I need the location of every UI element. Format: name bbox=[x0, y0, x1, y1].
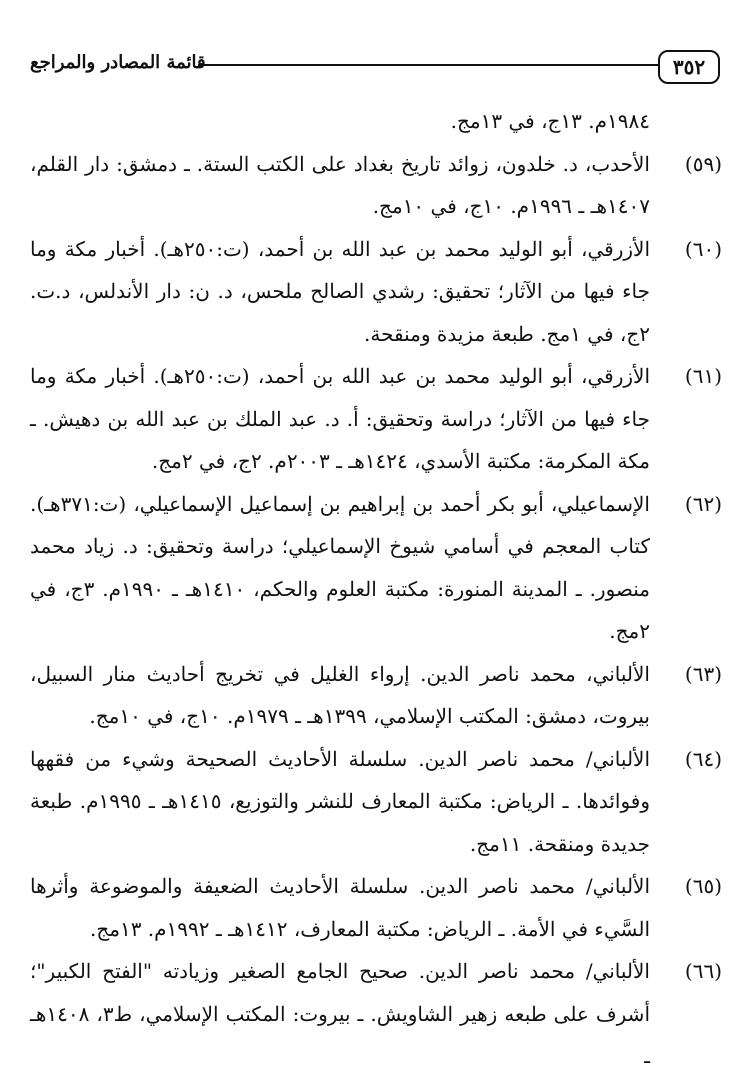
entry-text: الألباني/ محمد ناصر الدين. سلسلة الأحاديث الضعيفة والموضوعة وأثرها السَّيء في الأمة. ـ الرياض: مكتبة المعارف، ١٤١٢هـ ـ ١٩٩٢م. ١٣مج. bbox=[30, 874, 650, 941]
page-header bbox=[30, 44, 720, 88]
entry-text: الألباني، محمد ناصر الدين. إرواء الغليل في تخريج أحاديث منار السبيل، بيروت، دمشق: المكتب الإسلامي، ١٣٩٩هـ ـ ١٩٧٩م. ١٠ج، في ١٠مج. bbox=[30, 661, 650, 728]
entry-text: الأزرقي، أبو الوليد محمد بن عبد الله بن أحمد، (ت:٢٥٠هـ). أخبار مكة وما جاء فيها من الآثار؛ تحقيق: رشدي الصالح ملحس، د. ن: دار الأندلس، د.ت. ٢ج، في ١مج. طبعة مزيدة ومنقحة. bbox=[30, 236, 650, 346]
entry-number: (٦٦) bbox=[684, 959, 722, 983]
bibliography-entry bbox=[30, 950, 722, 1078]
entry-number: (٦٢) bbox=[684, 491, 722, 516]
entry-text: الألباني/ محمد ناصر الدين. صحيح الجامع الصغير وزيادته "الفتح الكبير"؛ أشرف على طبعه زهير الشاويش. ـ بيروت: المكتب الإسلامي، ط٣، ١٤٠٨هـ ـ bbox=[30, 959, 651, 1068]
entry-number: (٦٥) bbox=[684, 874, 722, 898]
bibliography-entry bbox=[30, 653, 722, 738]
entry-number: (٥٩) bbox=[684, 151, 722, 176]
entry-number: (٦٤) bbox=[684, 746, 722, 771]
page-number: ٣٥٢ bbox=[658, 50, 720, 84]
entry-text: الأزرقي، أبو الوليد محمد بن عبد الله بن أحمد، (ت:٢٥٠هـ). أخبار مكة وما جاء فيها من الآثار؛ دراسة وتحقيق: أ. د. عبد الملك بن عبد الله بن دهيش. ـ مكة المكرمة: مكتبة الأسدي، ١٤٢٤هـ ـ ٢٠٠٣م. ٢ج، في ٢مج. bbox=[30, 364, 650, 473]
bibliography-entry bbox=[30, 228, 722, 356]
entry-text: الإسماعيلي، أبو بكر أحمد بن إبراهيم بن إسماعيل الإسماعيلي، (ت:٣٧١هـ). كتاب المعجم في أسامي شيوخ الإسماعيلي؛ دراسة وتحقيق: د. زياد محمد منصور. ـ المدينة المنورة: مكتبة العلوم والحكم، ١٤١٠هـ ـ ١٩٩٠م. ٣ج، في ٢مج. bbox=[30, 491, 651, 643]
bibliography-entry bbox=[30, 865, 722, 950]
bibliography-entry bbox=[30, 738, 722, 866]
entry-text: الأحدب، د. خلدون، زوائد تاريخ بغداد على الكتب الستة. ـ دمشق: دار القلم، ١٤٠٧هـ ـ ١٩٩٦م. ١٠ج، في ١٠مج. bbox=[30, 151, 650, 218]
entry-number: (٦٠) bbox=[684, 236, 722, 261]
running-title: قائمة المصادر والمراجع bbox=[30, 52, 206, 73]
continued-entry-text: ١٩٨٤م. ١٣ج، في ١٣مج. bbox=[450, 109, 650, 133]
bibliography-entry bbox=[30, 355, 722, 483]
bibliography-entry bbox=[30, 143, 722, 228]
bibliography-entry bbox=[30, 483, 722, 653]
entry-text: الألباني/ محمد ناصر الدين. سلسلة الأحاديث الصحيحة وشيء من فقهها وفوائدها. ـ الرياض: مكتبة المعارف للنشر والتوزيع، ١٤١٥هـ ـ ١٩٩٥م. طبعة جديدة ومنقحة. ١١مج. bbox=[30, 746, 651, 856]
header-rule bbox=[198, 64, 660, 66]
scan-speck bbox=[452, 1058, 455, 1070]
entry-number: (٦١) bbox=[684, 364, 722, 388]
entry-number: (٦٣) bbox=[684, 661, 722, 686]
bibliography-list bbox=[30, 100, 722, 1078]
